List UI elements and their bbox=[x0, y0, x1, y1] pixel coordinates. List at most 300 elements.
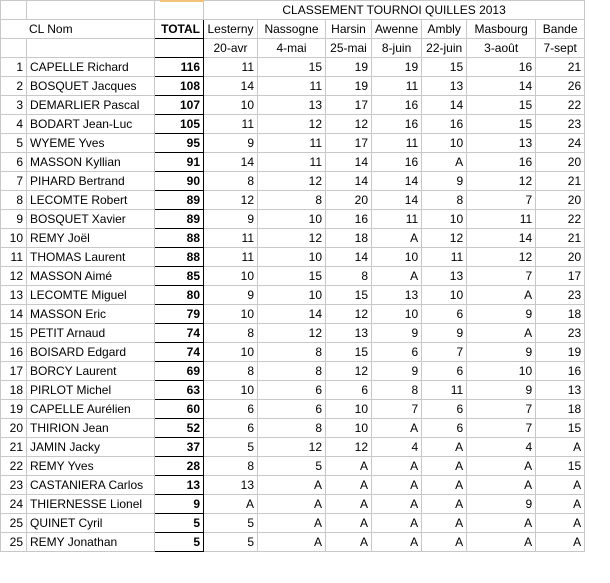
score-cell[interactable]: 14 bbox=[422, 96, 467, 115]
score-cell[interactable]: 8 bbox=[258, 362, 326, 381]
score-cell[interactable]: 15 bbox=[326, 286, 372, 305]
score-cell[interactable]: 10 bbox=[204, 381, 258, 400]
total-cell[interactable]: 90 bbox=[155, 172, 204, 191]
score-cell[interactable]: 9 bbox=[467, 343, 536, 362]
score-cell[interactable]: 16 bbox=[422, 115, 467, 134]
score-cell[interactable]: A bbox=[258, 495, 326, 514]
rank-cell[interactable]: 19 bbox=[1, 400, 27, 419]
header-date[interactable]: 8-juin bbox=[372, 39, 422, 58]
score-cell[interactable]: A bbox=[422, 476, 467, 495]
score-cell[interactable]: 22 bbox=[536, 210, 585, 229]
score-cell[interactable]: 18 bbox=[326, 229, 372, 248]
total-cell[interactable]: 74 bbox=[155, 343, 204, 362]
rank-cell[interactable]: 11 bbox=[1, 248, 27, 267]
score-cell[interactable]: 14 bbox=[372, 172, 422, 191]
score-cell[interactable]: A bbox=[467, 476, 536, 495]
total-cell[interactable]: 80 bbox=[155, 286, 204, 305]
score-cell[interactable]: 7 bbox=[467, 419, 536, 438]
sheet-title[interactable]: CLASSEMENT TOURNOI QUILLES 2013 bbox=[204, 1, 585, 20]
score-cell[interactable]: 19 bbox=[372, 58, 422, 77]
name-cell[interactable]: MASSON Eric bbox=[27, 305, 155, 324]
score-cell[interactable]: 11 bbox=[372, 77, 422, 96]
score-cell[interactable]: A bbox=[258, 514, 326, 533]
score-cell[interactable]: 11 bbox=[258, 153, 326, 172]
score-cell[interactable]: 6 bbox=[204, 419, 258, 438]
score-cell[interactable]: 10 bbox=[204, 305, 258, 324]
score-cell[interactable]: 9 bbox=[467, 381, 536, 400]
score-cell[interactable]: 10 bbox=[326, 400, 372, 419]
score-cell[interactable]: 15 bbox=[326, 343, 372, 362]
header-event[interactable]: Bande bbox=[536, 20, 585, 39]
score-cell[interactable]: 4 bbox=[372, 438, 422, 457]
score-cell[interactable]: 21 bbox=[536, 58, 585, 77]
cell[interactable] bbox=[1, 1, 27, 20]
score-cell[interactable]: 15 bbox=[422, 58, 467, 77]
score-cell[interactable]: A bbox=[326, 495, 372, 514]
score-cell[interactable]: 8 bbox=[204, 324, 258, 343]
header-event[interactable]: Ambly bbox=[422, 20, 467, 39]
score-cell[interactable]: 12 bbox=[258, 172, 326, 191]
score-cell[interactable]: 7 bbox=[467, 267, 536, 286]
score-cell[interactable]: 17 bbox=[326, 96, 372, 115]
rank-cell[interactable]: 23 bbox=[1, 476, 27, 495]
score-cell[interactable]: A bbox=[422, 438, 467, 457]
header-total[interactable]: TOTAL bbox=[155, 20, 204, 39]
score-cell[interactable]: A bbox=[326, 514, 372, 533]
score-cell[interactable]: 6 bbox=[372, 343, 422, 362]
cell[interactable] bbox=[27, 1, 155, 20]
table-row bbox=[1, 229, 585, 248]
score-cell[interactable]: 9 bbox=[422, 324, 467, 343]
name-cell[interactable]: LECOMTE Robert bbox=[27, 191, 155, 210]
score-cell[interactable]: A bbox=[422, 514, 467, 533]
table-row bbox=[1, 286, 585, 305]
total-cell[interactable]: 88 bbox=[155, 229, 204, 248]
score-cell[interactable]: 13 bbox=[467, 134, 536, 153]
total-cell[interactable]: 105 bbox=[155, 115, 204, 134]
score-cell[interactable]: 21 bbox=[536, 229, 585, 248]
score-cell[interactable]: 10 bbox=[326, 419, 372, 438]
score-cell[interactable]: 9 bbox=[372, 324, 422, 343]
score-cell[interactable]: 11 bbox=[204, 229, 258, 248]
score-cell[interactable]: 12 bbox=[258, 229, 326, 248]
score-cell[interactable]: 5 bbox=[204, 514, 258, 533]
score-cell[interactable]: A bbox=[258, 476, 326, 495]
name-cell[interactable]: BOSQUET Xavier bbox=[27, 210, 155, 229]
total-cell[interactable]: 60 bbox=[155, 400, 204, 419]
score-cell[interactable]: A bbox=[372, 533, 422, 552]
score-cell[interactable]: 23 bbox=[536, 324, 585, 343]
total-cell[interactable]: 116 bbox=[155, 58, 204, 77]
score-cell[interactable]: 10 bbox=[372, 305, 422, 324]
name-cell[interactable]: BODART Jean-Luc bbox=[27, 115, 155, 134]
score-cell[interactable]: 19 bbox=[326, 58, 372, 77]
name-cell[interactable]: BOSQUET Jacques bbox=[27, 77, 155, 96]
score-cell[interactable]: 8 bbox=[422, 191, 467, 210]
rank-cell[interactable]: 7 bbox=[1, 172, 27, 191]
score-cell[interactable]: 14 bbox=[467, 229, 536, 248]
name-cell[interactable]: THIERNESSE Lionel bbox=[27, 495, 155, 514]
score-cell[interactable]: 5 bbox=[258, 457, 326, 476]
rank-cell[interactable]: 9 bbox=[1, 210, 27, 229]
score-cell[interactable]: A bbox=[372, 514, 422, 533]
score-cell[interactable]: 12 bbox=[326, 438, 372, 457]
name-cell[interactable]: CASTANIERA Carlos bbox=[27, 476, 155, 495]
table-row bbox=[1, 381, 585, 400]
score-cell[interactable]: A bbox=[372, 476, 422, 495]
score-cell[interactable]: 8 bbox=[258, 343, 326, 362]
score-cell[interactable]: 15 bbox=[536, 419, 585, 438]
score-cell[interactable]: 10 bbox=[258, 210, 326, 229]
total-cell[interactable]: 28 bbox=[155, 457, 204, 476]
score-cell[interactable]: 8 bbox=[372, 381, 422, 400]
score-cell[interactable]: 16 bbox=[536, 362, 585, 381]
score-cell[interactable]: 6 bbox=[204, 400, 258, 419]
score-cell[interactable]: 6 bbox=[422, 400, 467, 419]
cell[interactable] bbox=[1, 39, 27, 58]
score-cell[interactable]: 13 bbox=[204, 476, 258, 495]
score-cell[interactable]: 12 bbox=[467, 248, 536, 267]
name-cell[interactable]: REMY Yves bbox=[27, 457, 155, 476]
table-row bbox=[1, 96, 585, 115]
rank-cell[interactable]: 14 bbox=[1, 305, 27, 324]
score-cell[interactable]: A bbox=[422, 457, 467, 476]
score-cell[interactable]: 5 bbox=[204, 438, 258, 457]
score-cell[interactable]: 24 bbox=[536, 134, 585, 153]
score-cell[interactable]: 6 bbox=[258, 381, 326, 400]
header-event[interactable]: Harsin bbox=[326, 20, 372, 39]
total-cell[interactable]: 88 bbox=[155, 248, 204, 267]
score-cell[interactable]: 7 bbox=[467, 400, 536, 419]
score-cell[interactable]: 11 bbox=[422, 381, 467, 400]
score-cell[interactable]: 21 bbox=[536, 172, 585, 191]
score-cell[interactable]: A bbox=[467, 514, 536, 533]
score-cell[interactable]: 10 bbox=[204, 267, 258, 286]
rank-cell[interactable]: 16 bbox=[1, 343, 27, 362]
header-date[interactable]: 25-mai bbox=[326, 39, 372, 58]
score-cell[interactable]: 12 bbox=[258, 438, 326, 457]
score-cell[interactable]: 7 bbox=[467, 191, 536, 210]
name-cell[interactable]: BORCY Laurent bbox=[27, 362, 155, 381]
rank-cell[interactable]: 24 bbox=[1, 495, 27, 514]
score-cell[interactable]: 10 bbox=[372, 248, 422, 267]
total-cell[interactable]: 91 bbox=[155, 153, 204, 172]
table-row bbox=[1, 476, 585, 495]
score-cell[interactable]: 7 bbox=[372, 400, 422, 419]
score-cell[interactable]: 13 bbox=[372, 286, 422, 305]
name-cell[interactable]: PIRLOT Michel bbox=[27, 381, 155, 400]
score-cell[interactable]: 15 bbox=[258, 267, 326, 286]
total-cell[interactable]: 107 bbox=[155, 96, 204, 115]
score-cell[interactable]: 18 bbox=[536, 400, 585, 419]
score-cell[interactable]: A bbox=[326, 457, 372, 476]
name-cell[interactable]: REMY Joël bbox=[27, 229, 155, 248]
score-cell[interactable]: 14 bbox=[467, 77, 536, 96]
total-cell[interactable]: 85 bbox=[155, 267, 204, 286]
score-cell[interactable]: 16 bbox=[326, 210, 372, 229]
name-cell[interactable]: MASSON Aimé bbox=[27, 267, 155, 286]
total-cell[interactable]: 108 bbox=[155, 77, 204, 96]
score-cell[interactable]: A bbox=[467, 286, 536, 305]
total-cell[interactable]: 95 bbox=[155, 134, 204, 153]
score-cell[interactable]: 6 bbox=[422, 419, 467, 438]
score-cell[interactable]: 11 bbox=[204, 248, 258, 267]
score-cell[interactable]: 8 bbox=[204, 457, 258, 476]
table-row bbox=[1, 115, 585, 134]
name-cell[interactable]: MASSON Kyllian bbox=[27, 153, 155, 172]
header-date[interactable]: 7-sept bbox=[536, 39, 585, 58]
name-cell[interactable]: CAPELLE Aurélien bbox=[27, 400, 155, 419]
score-cell[interactable]: 6 bbox=[326, 381, 372, 400]
score-cell[interactable]: A bbox=[422, 533, 467, 552]
score-cell[interactable]: 20 bbox=[536, 153, 585, 172]
score-cell[interactable]: 14 bbox=[204, 77, 258, 96]
score-cell[interactable]: 5 bbox=[204, 533, 258, 552]
rank-cell[interactable]: 15 bbox=[1, 324, 27, 343]
total-cell[interactable]: 5 bbox=[155, 533, 204, 552]
score-cell[interactable]: A bbox=[326, 533, 372, 552]
table-row bbox=[1, 362, 585, 381]
score-cell[interactable]: 11 bbox=[258, 134, 326, 153]
header-date[interactable]: 3-août bbox=[467, 39, 536, 58]
score-cell[interactable]: 13 bbox=[422, 77, 467, 96]
rank-cell[interactable]: 4 bbox=[1, 115, 27, 134]
score-cell[interactable]: A bbox=[467, 457, 536, 476]
name-cell[interactable]: REMY Jonathan bbox=[27, 533, 155, 552]
score-cell[interactable]: 12 bbox=[326, 305, 372, 324]
rank-cell[interactable]: 18 bbox=[1, 381, 27, 400]
name-cell[interactable]: DEMARLIER Pascal bbox=[27, 96, 155, 115]
rank-cell[interactable]: 21 bbox=[1, 438, 27, 457]
score-cell[interactable]: 8 bbox=[204, 172, 258, 191]
score-cell[interactable]: 6 bbox=[422, 362, 467, 381]
score-cell[interactable]: 16 bbox=[467, 58, 536, 77]
score-cell[interactable]: 9 bbox=[204, 210, 258, 229]
name-cell[interactable]: BOISARD Edgard bbox=[27, 343, 155, 362]
rank-cell[interactable]: 3 bbox=[1, 96, 27, 115]
header-date[interactable]: 22-juin bbox=[422, 39, 467, 58]
score-cell[interactable]: 12 bbox=[467, 172, 536, 191]
total-cell[interactable]: 63 bbox=[155, 381, 204, 400]
total-cell[interactable]: 37 bbox=[155, 438, 204, 457]
rank-cell[interactable]: 22 bbox=[1, 457, 27, 476]
score-cell[interactable]: 11 bbox=[467, 210, 536, 229]
score-cell[interactable]: 17 bbox=[326, 134, 372, 153]
total-cell[interactable]: 89 bbox=[155, 191, 204, 210]
score-cell[interactable]: A bbox=[536, 533, 585, 552]
score-cell[interactable]: 10 bbox=[204, 96, 258, 115]
name-cell[interactable]: PETIT Arnaud bbox=[27, 324, 155, 343]
score-cell[interactable]: 10 bbox=[258, 286, 326, 305]
header-event[interactable]: Lesterny bbox=[204, 20, 258, 39]
header-date[interactable]: 20-avr bbox=[204, 39, 258, 58]
total-cell[interactable]: 52 bbox=[155, 419, 204, 438]
score-cell[interactable]: 17 bbox=[536, 267, 585, 286]
score-cell[interactable]: A bbox=[204, 495, 258, 514]
score-cell[interactable]: 23 bbox=[536, 115, 585, 134]
table-row bbox=[1, 153, 585, 172]
score-cell[interactable]: 12 bbox=[422, 229, 467, 248]
score-cell[interactable]: A bbox=[372, 495, 422, 514]
name-cell[interactable]: QUINET Cyril bbox=[27, 514, 155, 533]
score-cell[interactable]: 7 bbox=[422, 343, 467, 362]
score-cell[interactable]: 14 bbox=[326, 172, 372, 191]
header-event[interactable]: Awenne bbox=[372, 20, 422, 39]
score-cell[interactable]: 12 bbox=[258, 324, 326, 343]
score-cell[interactable]: 8 bbox=[258, 419, 326, 438]
header-event[interactable]: Masbourg bbox=[467, 20, 536, 39]
rank-cell[interactable]: 6 bbox=[1, 153, 27, 172]
score-cell[interactable]: 13 bbox=[422, 267, 467, 286]
score-cell[interactable]: 16 bbox=[372, 96, 422, 115]
score-cell[interactable]: 12 bbox=[258, 115, 326, 134]
total-cell[interactable]: 79 bbox=[155, 305, 204, 324]
score-cell[interactable]: 11 bbox=[258, 77, 326, 96]
score-cell[interactable]: 16 bbox=[467, 153, 536, 172]
total-cell[interactable]: 9 bbox=[155, 495, 204, 514]
total-cell[interactable]: 74 bbox=[155, 324, 204, 343]
total-cell[interactable]: 13 bbox=[155, 476, 204, 495]
rank-cell[interactable]: 25 bbox=[1, 533, 27, 552]
score-cell[interactable]: 18 bbox=[536, 305, 585, 324]
score-cell[interactable]: 9 bbox=[204, 134, 258, 153]
rank-cell[interactable]: 8 bbox=[1, 191, 27, 210]
score-cell[interactable]: 12 bbox=[326, 115, 372, 134]
score-cell[interactable]: A bbox=[372, 229, 422, 248]
rank-cell[interactable]: 13 bbox=[1, 286, 27, 305]
score-cell[interactable]: 20 bbox=[536, 248, 585, 267]
header-event[interactable]: Nassogne bbox=[258, 20, 326, 39]
score-cell[interactable]: 19 bbox=[326, 77, 372, 96]
cell[interactable] bbox=[155, 39, 204, 58]
score-cell[interactable]: A bbox=[536, 438, 585, 457]
name-cell[interactable]: THOMAS Laurent bbox=[27, 248, 155, 267]
rank-cell[interactable]: 25 bbox=[1, 514, 27, 533]
score-cell[interactable]: A bbox=[372, 457, 422, 476]
score-cell[interactable]: 10 bbox=[422, 286, 467, 305]
rank-cell[interactable]: 20 bbox=[1, 419, 27, 438]
name-cell[interactable]: PIHARD Bertrand bbox=[27, 172, 155, 191]
score-cell[interactable]: 10 bbox=[422, 210, 467, 229]
score-cell[interactable]: 11 bbox=[422, 248, 467, 267]
score-cell[interactable]: 14 bbox=[326, 248, 372, 267]
score-cell[interactable]: A bbox=[372, 267, 422, 286]
name-cell[interactable]: WYEME Yves bbox=[27, 134, 155, 153]
score-cell[interactable]: A bbox=[326, 476, 372, 495]
score-cell[interactable]: 9 bbox=[467, 495, 536, 514]
score-cell[interactable]: 9 bbox=[467, 305, 536, 324]
header-cl-nom[interactable]: CL Nom bbox=[1, 20, 155, 39]
score-cell[interactable]: 6 bbox=[422, 305, 467, 324]
table-row bbox=[1, 77, 585, 96]
score-cell[interactable]: 26 bbox=[536, 77, 585, 96]
table-row bbox=[1, 267, 585, 286]
score-cell[interactable]: 20 bbox=[536, 191, 585, 210]
cell[interactable] bbox=[27, 39, 155, 58]
score-cell[interactable]: A bbox=[536, 514, 585, 533]
score-cell[interactable]: 10 bbox=[422, 134, 467, 153]
score-cell[interactable]: 16 bbox=[372, 153, 422, 172]
rank-cell[interactable]: 1 bbox=[1, 58, 27, 77]
rank-cell[interactable]: 2 bbox=[1, 77, 27, 96]
score-cell[interactable]: A bbox=[258, 533, 326, 552]
name-cell[interactable]: THIRION Jean bbox=[27, 419, 155, 438]
score-cell[interactable]: 23 bbox=[536, 286, 585, 305]
header-date[interactable]: 4-mai bbox=[258, 39, 326, 58]
score-cell[interactable]: 11 bbox=[372, 210, 422, 229]
score-cell[interactable]: 19 bbox=[536, 343, 585, 362]
cell[interactable] bbox=[155, 1, 204, 20]
table-row bbox=[1, 191, 585, 210]
score-cell[interactable]: 16 bbox=[372, 115, 422, 134]
name-cell[interactable]: CAPELLE Richard bbox=[27, 58, 155, 77]
score-cell[interactable]: 12 bbox=[204, 191, 258, 210]
score-cell[interactable]: 4 bbox=[467, 438, 536, 457]
score-cell[interactable]: 6 bbox=[258, 400, 326, 419]
score-cell[interactable]: A bbox=[372, 419, 422, 438]
score-cell[interactable]: A bbox=[422, 153, 467, 172]
score-cell[interactable]: A bbox=[422, 495, 467, 514]
score-cell[interactable]: 11 bbox=[372, 134, 422, 153]
score-cell[interactable]: A bbox=[467, 533, 536, 552]
table-row bbox=[1, 457, 585, 476]
total-cell[interactable]: 5 bbox=[155, 514, 204, 533]
score-cell[interactable]: 8 bbox=[326, 267, 372, 286]
header-row bbox=[1, 20, 585, 39]
score-cell[interactable]: 9 bbox=[372, 362, 422, 381]
score-cell[interactable]: A bbox=[467, 324, 536, 343]
score-cell[interactable]: 12 bbox=[326, 362, 372, 381]
score-cell[interactable]: 8 bbox=[258, 191, 326, 210]
score-cell[interactable]: 9 bbox=[422, 172, 467, 191]
score-cell[interactable]: 15 bbox=[258, 58, 326, 77]
rank-cell[interactable]: 10 bbox=[1, 229, 27, 248]
table-row bbox=[1, 134, 585, 153]
score-cell[interactable]: 13 bbox=[258, 96, 326, 115]
score-cell[interactable]: 13 bbox=[536, 381, 585, 400]
table-row bbox=[1, 305, 585, 324]
total-cell[interactable]: 89 bbox=[155, 210, 204, 229]
score-cell[interactable]: 13 bbox=[326, 324, 372, 343]
score-cell[interactable]: 11 bbox=[204, 115, 258, 134]
score-cell[interactable]: 10 bbox=[258, 248, 326, 267]
rank-cell[interactable]: 12 bbox=[1, 267, 27, 286]
score-cell[interactable]: 11 bbox=[204, 58, 258, 77]
table-row bbox=[1, 210, 585, 229]
table-row bbox=[1, 343, 585, 362]
score-cell[interactable]: 14 bbox=[326, 153, 372, 172]
score-cell[interactable]: 15 bbox=[467, 96, 536, 115]
score-cell[interactable]: 20 bbox=[326, 191, 372, 210]
name-cell[interactable]: LECOMTE Miguel bbox=[27, 286, 155, 305]
score-cell[interactable]: A bbox=[536, 476, 585, 495]
score-cell[interactable]: 22 bbox=[536, 96, 585, 115]
score-cell[interactable]: 15 bbox=[467, 115, 536, 134]
score-cell[interactable]: 8 bbox=[204, 362, 258, 381]
rank-cell[interactable]: 17 bbox=[1, 362, 27, 381]
score-cell[interactable]: 10 bbox=[467, 362, 536, 381]
score-cell[interactable]: 14 bbox=[258, 305, 326, 324]
score-cell[interactable]: A bbox=[536, 495, 585, 514]
rank-cell[interactable]: 5 bbox=[1, 134, 27, 153]
name-cell[interactable]: JAMIN Jacky bbox=[27, 438, 155, 457]
total-cell[interactable]: 69 bbox=[155, 362, 204, 381]
score-cell[interactable]: 9 bbox=[204, 286, 258, 305]
score-cell[interactable]: 10 bbox=[204, 343, 258, 362]
score-cell[interactable]: 14 bbox=[204, 153, 258, 172]
score-cell[interactable]: 15 bbox=[536, 457, 585, 476]
score-cell[interactable]: 14 bbox=[372, 191, 422, 210]
